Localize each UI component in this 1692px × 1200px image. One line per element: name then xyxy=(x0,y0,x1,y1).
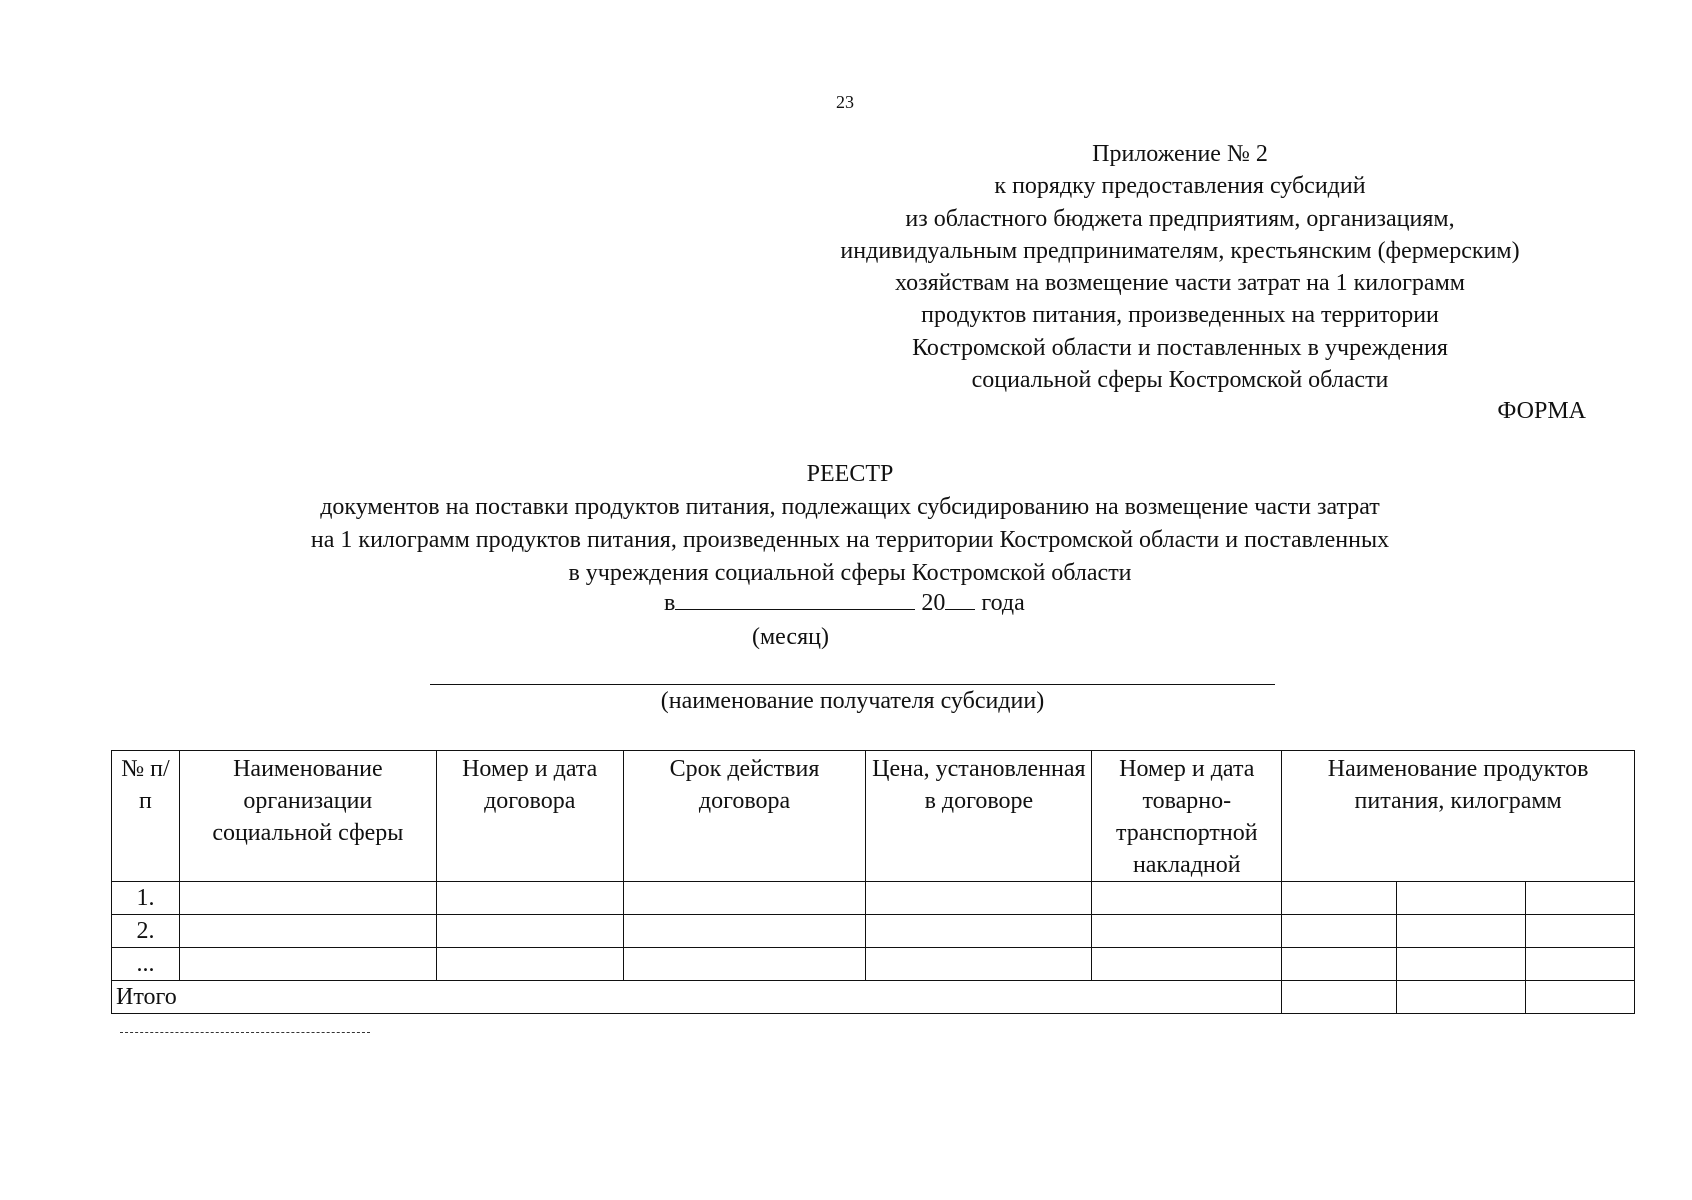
title-line: в учреждения социальной сферы Костромской области xyxy=(568,560,1132,586)
table-row xyxy=(112,882,1635,915)
table-cell xyxy=(1397,882,1526,915)
form-label: ФОРМА xyxy=(1497,398,1586,424)
table-cell xyxy=(436,948,623,981)
row-number: 2. xyxy=(112,915,180,948)
table-cell xyxy=(1397,981,1526,1014)
table-row xyxy=(112,915,1635,948)
table-cell xyxy=(1092,915,1282,948)
appendix-line: Приложение № 2 xyxy=(1092,141,1268,167)
table-total-row xyxy=(112,981,1635,1014)
table-cell xyxy=(1397,948,1526,981)
recipient-caption: (наименование получателя субсидии) xyxy=(660,688,1045,714)
table-cell xyxy=(179,915,436,948)
appendix-line: индивидуальным предпринимателям, крестьянским (фермерским) xyxy=(840,237,1520,264)
table-cell xyxy=(866,882,1092,915)
table-cell xyxy=(1092,882,1282,915)
table-cell xyxy=(1282,915,1397,948)
month-caption: (месяц) xyxy=(752,624,829,650)
recipient-blank-line xyxy=(430,684,1275,685)
table-header-row xyxy=(112,751,1635,882)
header-number: № п/п xyxy=(112,751,180,882)
row-number: ... xyxy=(112,948,180,981)
table-cell xyxy=(1526,882,1635,915)
period-prefix: в xyxy=(664,590,676,616)
page-number: 23 xyxy=(836,92,854,112)
header-organization: Наименование организации социальной сферы xyxy=(179,751,436,882)
year-suffix: года xyxy=(981,590,1025,616)
registry-table xyxy=(111,750,1635,1014)
table-cell xyxy=(866,915,1092,948)
table-cell xyxy=(1282,981,1397,1014)
appendix-line: продуктов питания, произведенных на территории xyxy=(921,302,1439,329)
table-cell xyxy=(1282,948,1397,981)
table-cell xyxy=(1397,915,1526,948)
appendix-line: социальной сферы Костромской области xyxy=(971,367,1389,394)
table-cell xyxy=(866,948,1092,981)
document-title xyxy=(150,458,1550,590)
header-waybill: Номер и дата товарно-транспортной накладной xyxy=(1092,751,1282,882)
table-row xyxy=(112,948,1635,981)
header-products: Наименование продуктов питания, килограмм xyxy=(1282,751,1635,882)
appendix-line: к порядку предоставления субсидий xyxy=(994,173,1366,200)
period-line xyxy=(664,590,1025,617)
table-cell xyxy=(1526,981,1635,1014)
title-line: документов на поставки продуктов питания, подлежащих субсидированию на возмещение части затрат xyxy=(320,494,1380,520)
table-cell xyxy=(436,882,623,915)
table-cell xyxy=(179,948,436,981)
year-prefix: 20 xyxy=(921,590,946,616)
title-heading: РЕЕСТР xyxy=(806,461,894,487)
month-blank xyxy=(675,608,915,610)
table-cell xyxy=(1092,948,1282,981)
header-contract-term: Срок действия договора xyxy=(623,751,866,882)
table-cell xyxy=(1526,948,1635,981)
table-cell xyxy=(623,915,866,948)
table-cell xyxy=(623,948,866,981)
appendix-line: Костромской области и поставленных в учреждения xyxy=(912,334,1448,361)
title-line: на 1 килограмм продуктов питания, произведенных на территории Костромской области и поставленных xyxy=(310,527,1390,553)
footnote-separator xyxy=(120,1032,370,1033)
header-price: Цена, установленная в договоре xyxy=(866,751,1092,882)
appendix-line: хозяйствам на возмещение части затрат на 1 килограмм xyxy=(895,270,1465,297)
year-blank xyxy=(945,608,975,610)
table-cell xyxy=(436,915,623,948)
table-cell xyxy=(623,882,866,915)
appendix-header xyxy=(760,138,1600,396)
total-label: Итого xyxy=(112,981,1282,1014)
row-number: 1. xyxy=(112,882,180,915)
header-contract: Номер и дата договора xyxy=(436,751,623,882)
appendix-line: из областного бюджета предприятиям, организациям, xyxy=(905,205,1455,232)
table-cell xyxy=(1526,915,1635,948)
table-cell xyxy=(179,882,436,915)
table-cell xyxy=(1282,882,1397,915)
